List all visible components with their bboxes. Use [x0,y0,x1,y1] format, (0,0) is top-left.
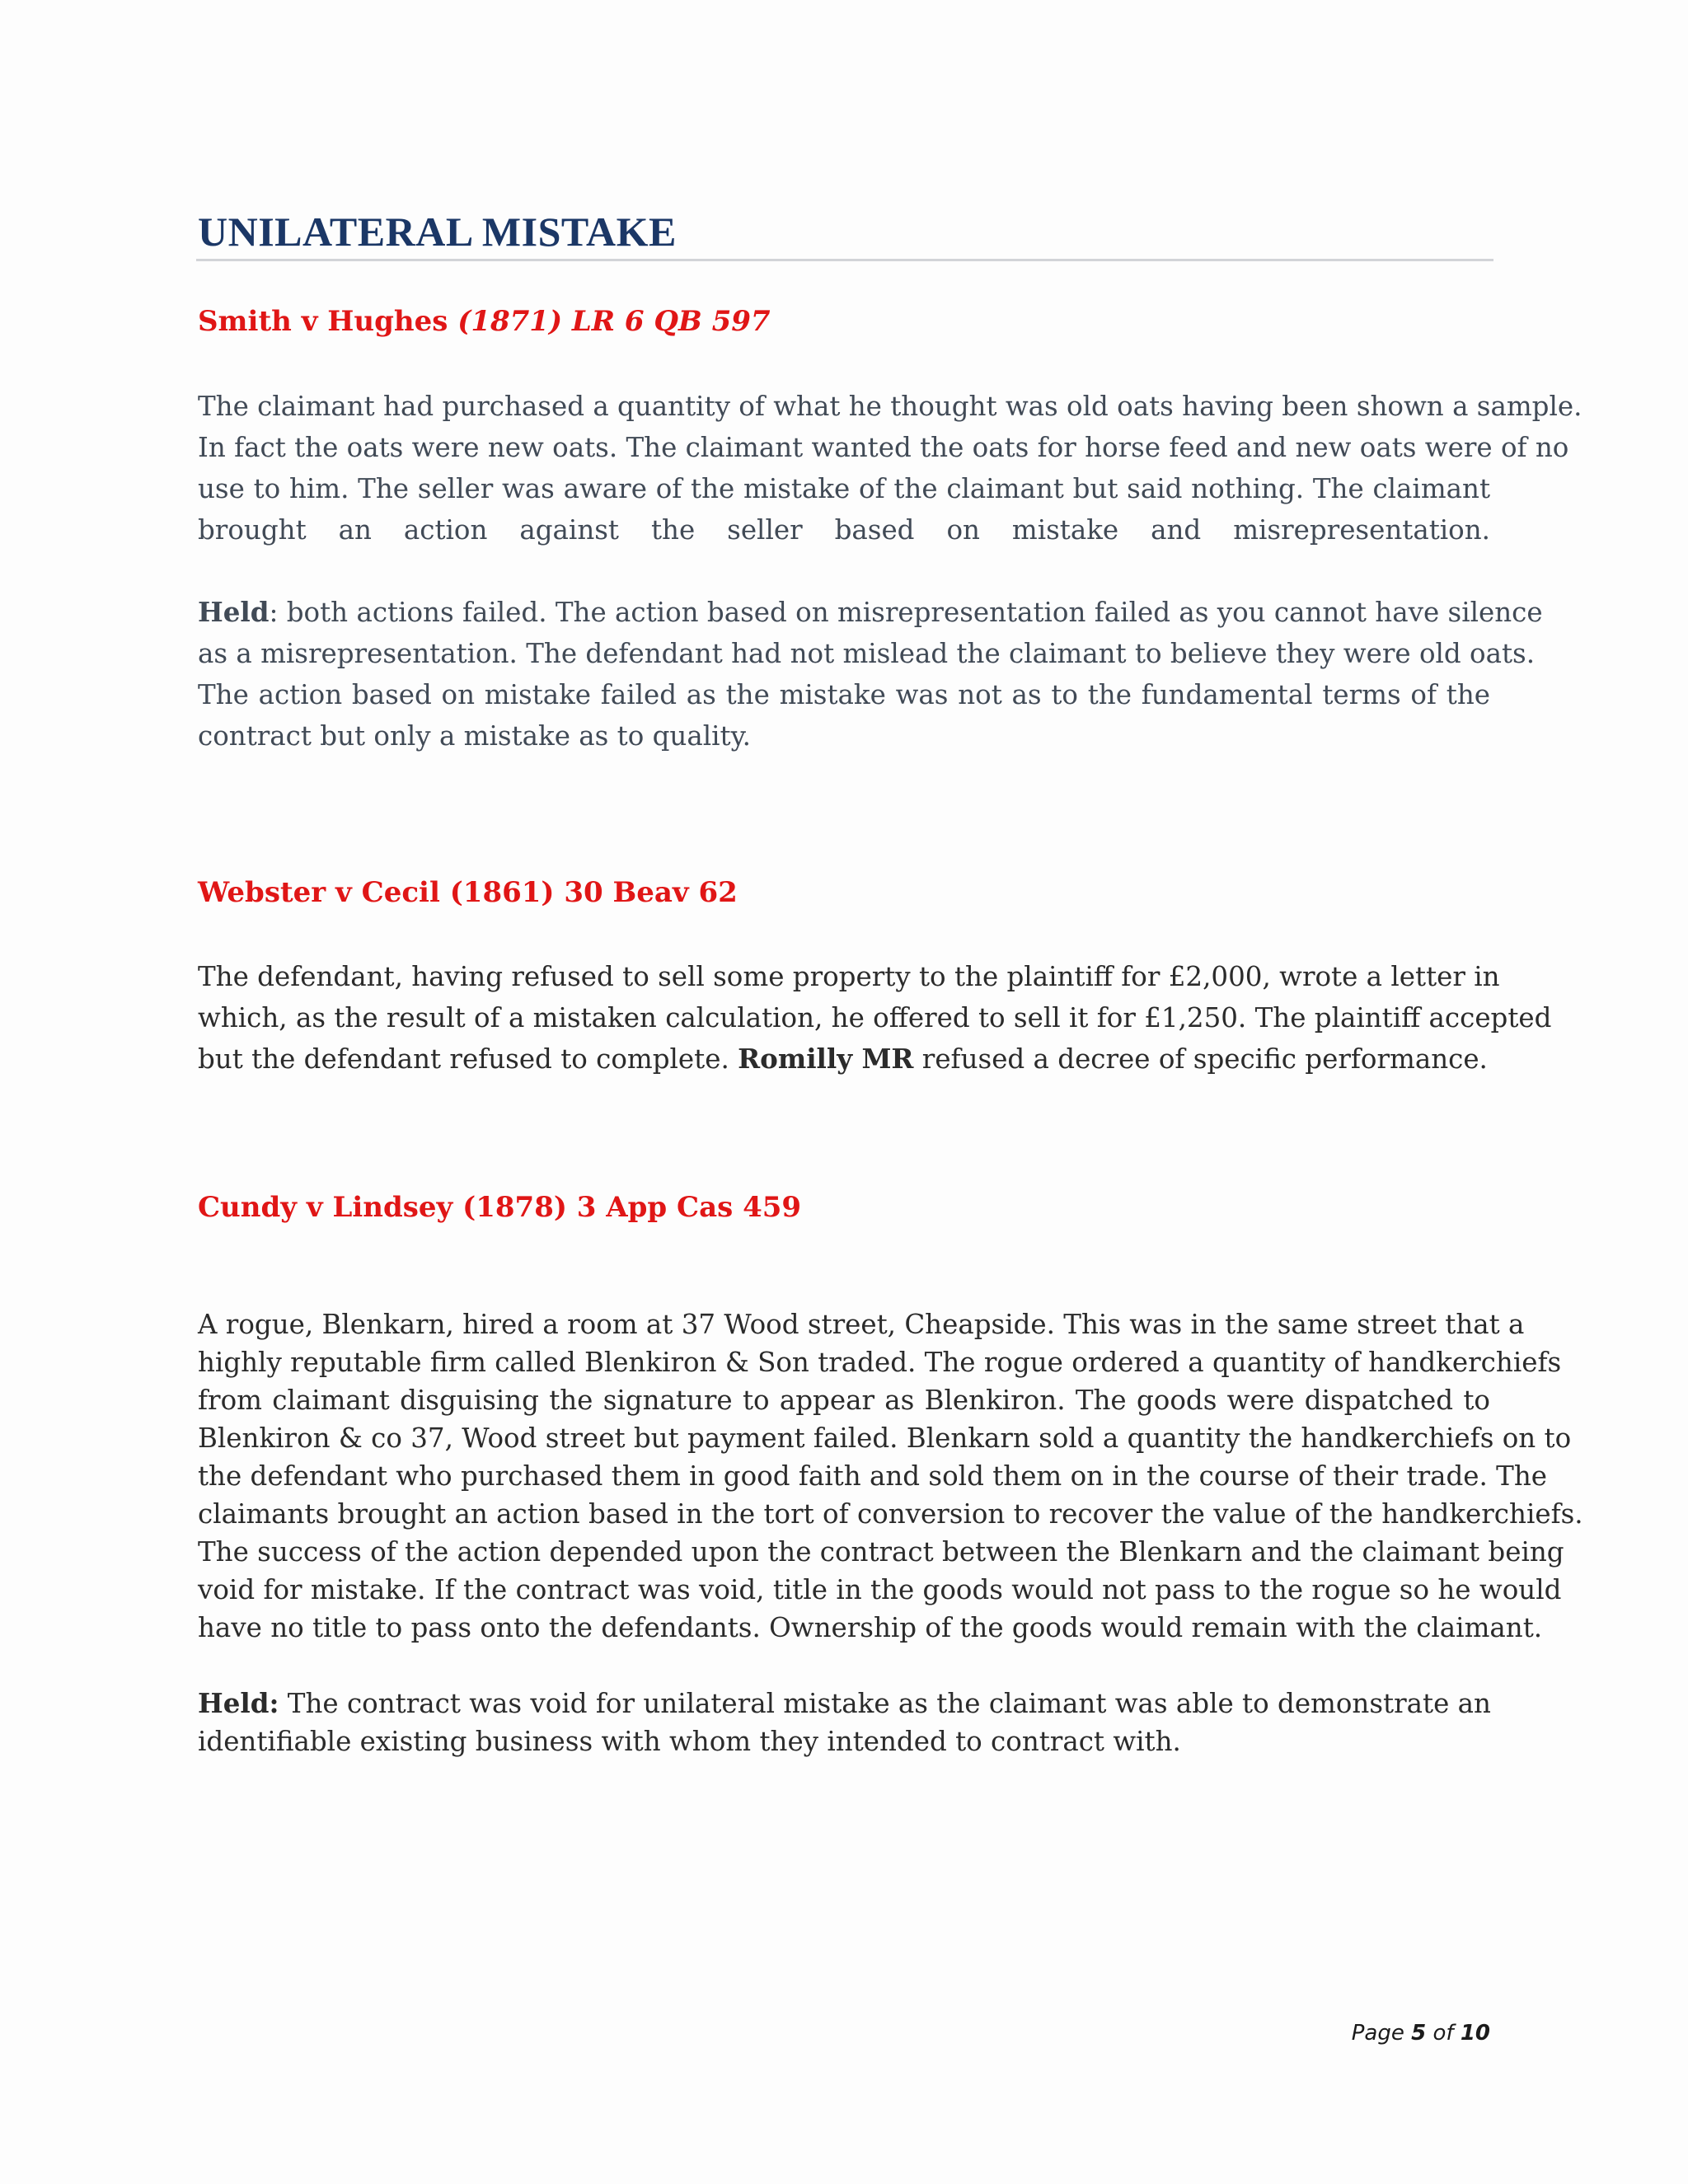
text-line: from claimant disguising the signature to appear as Blenkiron. The goods were dispatched to [198,1385,1490,1416]
case-name: Smith v Hughes [198,305,458,338]
title-underline [196,259,1493,261]
case-facts-paragraph [198,386,1582,551]
text-line: The claimant had purchased a quantity of what he thought was old oats having been shown a sample. [198,391,1582,422]
held-label: Held [198,596,270,628]
text-line: brought an action against the seller based on mistake and misrepresentation. [198,514,1490,546]
held-paragraph [198,592,1543,757]
case-facts-paragraph [198,956,1552,1080]
total-page-count: 10 [1460,2021,1490,2046]
case-heading-cundy-v-lindsey: Cundy v Lindsey (1878) 3 App Cas 459 [198,1191,802,1224]
held-label: Held: [198,1687,279,1719]
held-text: The contract was void for unilateral mistake as the claimant was able to demonstrate an [279,1688,1491,1719]
text-line: The action based on mistake failed as the mistake was not as to the fundamental terms of the [198,679,1490,710]
text-line: as a misrepresentation. The defendant had not mislead the claimant to believe they were old oats. [198,638,1536,669]
text-line [198,592,1543,633]
text-line: identifiable existing business with whom they intended to contract with. [198,1726,1181,1757]
held-paragraph [198,1685,1490,1760]
text-line: highly reputable firm called Blenkiron & Son traded. The rogue ordered a quantity of handkerchiefs [198,1347,1562,1378]
held-text: : both actions failed. The action based on misrepresentation failed as you cannot have silence [269,597,1543,628]
case-heading-webster-v-cecil: Webster v Cecil (1861) 30 Beav 62 [198,876,738,909]
text-line: A rogue, Blenkarn, hired a room at 37 Wood street, Cheapside. This was in the same street that a [198,1309,1525,1340]
text-run: but the defendant refused to complete. [198,1043,738,1075]
text-line: void for mistake. If the contract was void, title in the goods would not pass to the rogue so he would [198,1574,1562,1605]
text-line: In fact the oats were new oats. The claimant wanted the oats for horse feed and new oats were of no [198,432,1569,463]
case-heading-smith-v-hughes [198,305,771,338]
current-page-number: 5 [1411,2021,1427,2046]
text-line [198,1038,1490,1080]
footer-label: of [1426,2021,1461,2046]
text-line: Blenkiron & co 37, Wood street but payment failed. Blenkarn sold a quantity the handkerchiefs on to [198,1422,1572,1454]
text-line: the defendant who purchased them in good faith and sold them on in the course of their trade. The [198,1460,1548,1492]
text-line [198,1685,1490,1722]
case-citation: (1871) LR 6 QB 597 [457,305,771,338]
text-line: use to him. The seller was aware of the mistake of the claimant but said nothing. The claimant [198,473,1490,504]
text-line: contract but only a mistake as to quality. [198,720,751,752]
text-line: The defendant, having refused to sell some property to the plaintiff for £2,000, wrote a letter in [198,961,1500,992]
text-line: which, as the result of a mistaken calculation, he offered to sell it for £1,250. The plaintiff accepted [198,1002,1552,1033]
text-line: have no title to pass onto the defendants. Ownership of the goods would remain with the claimant. [198,1612,1543,1643]
text-run: refused a decree of specific performance. [913,1043,1488,1075]
judge-name: Romilly MR [738,1043,914,1075]
page-title: UNILATERAL MISTAKE [198,209,677,255]
footer-label: Page [1351,2021,1412,2046]
text-line: The success of the action depended upon the contract between the Blenkarn and the claimant being [198,1536,1564,1568]
text-line: claimants brought an action based in the tort of conversion to recover the value of the handkerchiefs. [198,1498,1583,1530]
case-facts-paragraph [198,1305,1583,1647]
page-number-footer [1352,2021,1490,2046]
